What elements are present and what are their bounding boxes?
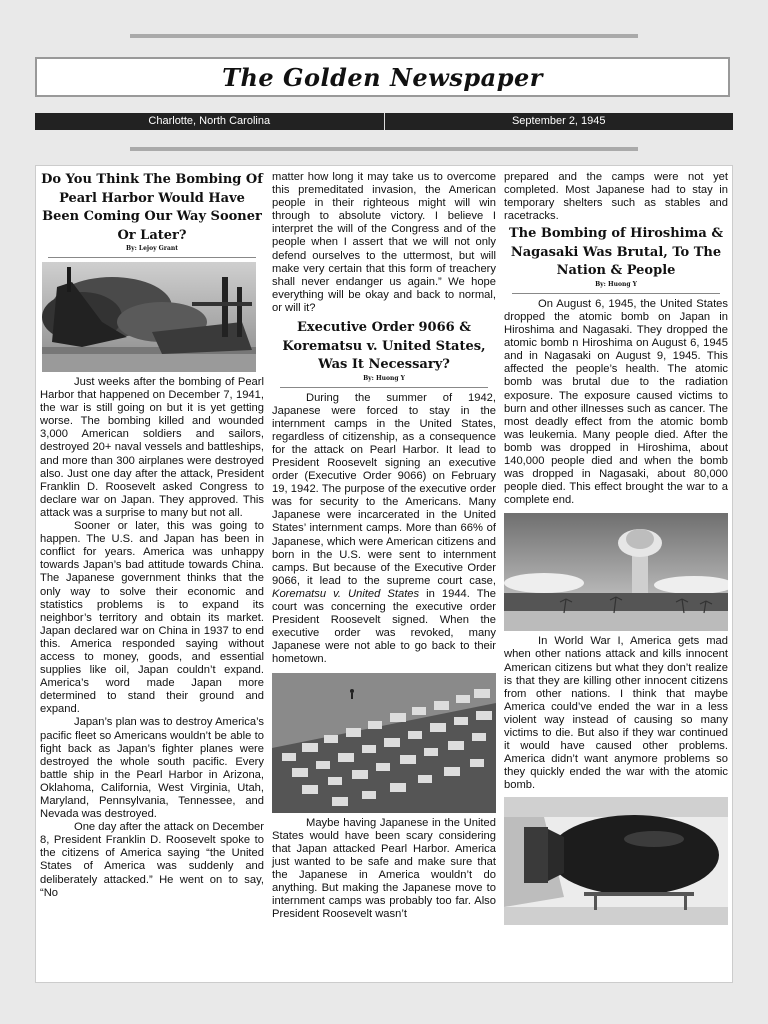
pearl-harbor-photo: [42, 262, 256, 372]
bottom-rule: [130, 147, 638, 151]
pearl-harbor-paragraph-4: One day after the attack on December 8, President Franklin D. Roosevelt spoke to the citizens of America saying “the United States of America was suddenly and deliberately attacked.” He went on to say, “No: [40, 821, 264, 899]
mushroom-cloud-photo: [504, 513, 728, 631]
column-1: [40, 171, 264, 900]
internment-camp-photo: [272, 673, 496, 813]
column-2: [272, 171, 496, 921]
hiroshima-headline: The Bombing of Hiroshima & Nagasaki Was Brutal, To The Nation & People: [508, 226, 724, 279]
atomic-bomb-photo: [504, 797, 728, 925]
executive-order-byline: By: Huong Y: [363, 374, 405, 382]
executive-order-paragraph-3: prepared and the camps were not yet completed. Most Japanese had to stay in temporary shelters such as stables and racetracks.: [504, 171, 728, 223]
hiroshima-paragraph-1: On August 6, 1945, the United States dropped the atomic bomb on Japan in Hiroshima and Nagasaki. They dropped the atomic bomb n Hiroshima on August 6, 1945 and in Nagasaki on August 9, 1945. This affected the people’s health. The atomic bomb was brutal due to the radiation exposure. The exposure caused victims to burn and other illnesses such as cancer. The most deadly effect from the atomic bomb was leukemia. Many people died. After the bomb was dropped in Hiroshima, about 140,000 people died and when the bomb was dropped in Nagasaki, about 80,000 people died. This effect brought the war to a complete end.: [504, 297, 728, 507]
divider: [512, 293, 720, 294]
pearl-harbor-paragraph-5: matter how long it may take us to overcome this premeditated invasion, the American people in their righteous might will win through to absolute victory. I believe I interpret the will of the Congress and of the people when I assert that we will not only defend ourselves to the uttermost, but will make very certain that this form of treachery shall never endanger us again.” We hope everything will be okay and back to normal, or will it?: [272, 171, 496, 314]
pearl-harbor-paragraph-3: Japan’s plan was to destroy America’s pacific fleet so Americans wouldn’t be able to fight back as Japan’s fighter planes were destroyed the whole south pacific. Every battle ship in the Pearl Harbor in Arizona, Oklahoma, California, West Virginia, Utah, Maryland, Pennsylvania, Tennessee, and Nevada was destroyed.: [40, 716, 264, 821]
divider: [48, 257, 256, 258]
pearl-harbor-byline: By: Lejoy Grant: [126, 245, 178, 252]
hiroshima-paragraph-2: In World War I, America gets mad when other nations attack and kills innocent American citizens but what they don’t realize is that they are killing other innocent citizens from other nations. I think that maybe America could’ve ended the war in a less violent way instead of causing so many victims to die. But also if they war continued it would have caused other problems. America didn’t want anymore problems so they quickly ended the war with the atomic bomb.: [504, 635, 728, 792]
pearl-harbor-headline: Do You Think The Bombing Of Pearl Harbor Would Have Been Coming Our Way Sooner Or Later?: [41, 172, 263, 243]
dateline-location: Charlotte, North Carolina: [148, 115, 271, 127]
newspaper-title: The Golden Newspaper: [222, 63, 543, 92]
executive-order-paragraph-2: Maybe having Japanese in the United States would have been scary considering that Japan attacked Pearl Harbor. America just wanted to be safe and make sure that the Japanese in America wouldn’t do anything. But making the Japanese move to internment camps was probably too far. Also President Roosevelt wasn’t: [272, 816, 496, 921]
column-3: [504, 171, 728, 929]
newspaper-page: [35, 165, 733, 983]
dateline-bar: [35, 113, 733, 130]
divider: [280, 387, 488, 388]
masthead: [35, 57, 730, 97]
dateline-date: September 2, 1945: [384, 113, 734, 130]
eo-p1-text-b: in 1944. The court was concerning the executive order President Roosevelt signed. When the executive order was revoked, many Japanese were not able to go back to their hometown.: [272, 587, 496, 666]
hiroshima-byline: By: Huong Y: [595, 280, 637, 288]
executive-order-paragraph-1: [272, 392, 496, 667]
pearl-harbor-paragraph-2: Sooner or later, this was going to happen. The U.S. and Japan has been in conflict for years. America was unhappy towards Japan’s bad attitude towards China. The Japanese government thinks that the only way to solve their economic and statistics problems is to expand its neighbor’s territory and obtain its market. Japan declared war on China in 1937 to end this. America responded saying without access to money, goods, and essential supplies like oil, Japan couldn’t expand. America’s word made Japan more determined to stand their ground and expand.: [40, 520, 264, 716]
top-rule: [130, 34, 638, 38]
pearl-harbor-paragraph-1: Just weeks after the bombing of Pearl Harbor that happened on December 7, 1941, the war is still going on but it is yet getting worse. The bombing killed and wounded 3,000 American soldiers and sailors, destroyed 20+ naval vessels and battleships, and more than 300 airplanes were destroyed also. Just one day after the attack, President Franklin D. Roosevelt asked Congress to declare war on Japan. They approved. This attack was a surprise to many but not all.: [40, 376, 264, 519]
eo-p1-text-a: During the summer of 1942, Japanese were forced to stay in the internment camps in the United States, regardless of citizenship, as a consequence for the attack on Pearl Harbor. It lead to President Roosevelt signing an executive order (Executive Order 9066) on February 19, 1942. The purpose of the executive order was for security to the Americans. Many Japanese were incarcerated in the United States’ internment camps. More than 66% of Japanese, which were American citizens and born in the U.S. were sent to internment camps. But because of the Executive Order 9066, it lead to the supreme court case,: [272, 391, 496, 587]
korematsu-case-name: Korematsu v. United States: [272, 587, 420, 600]
executive-order-headline: Executive Order 9066 & Korematsu v. United States, Was It Necessary?: [282, 320, 486, 373]
